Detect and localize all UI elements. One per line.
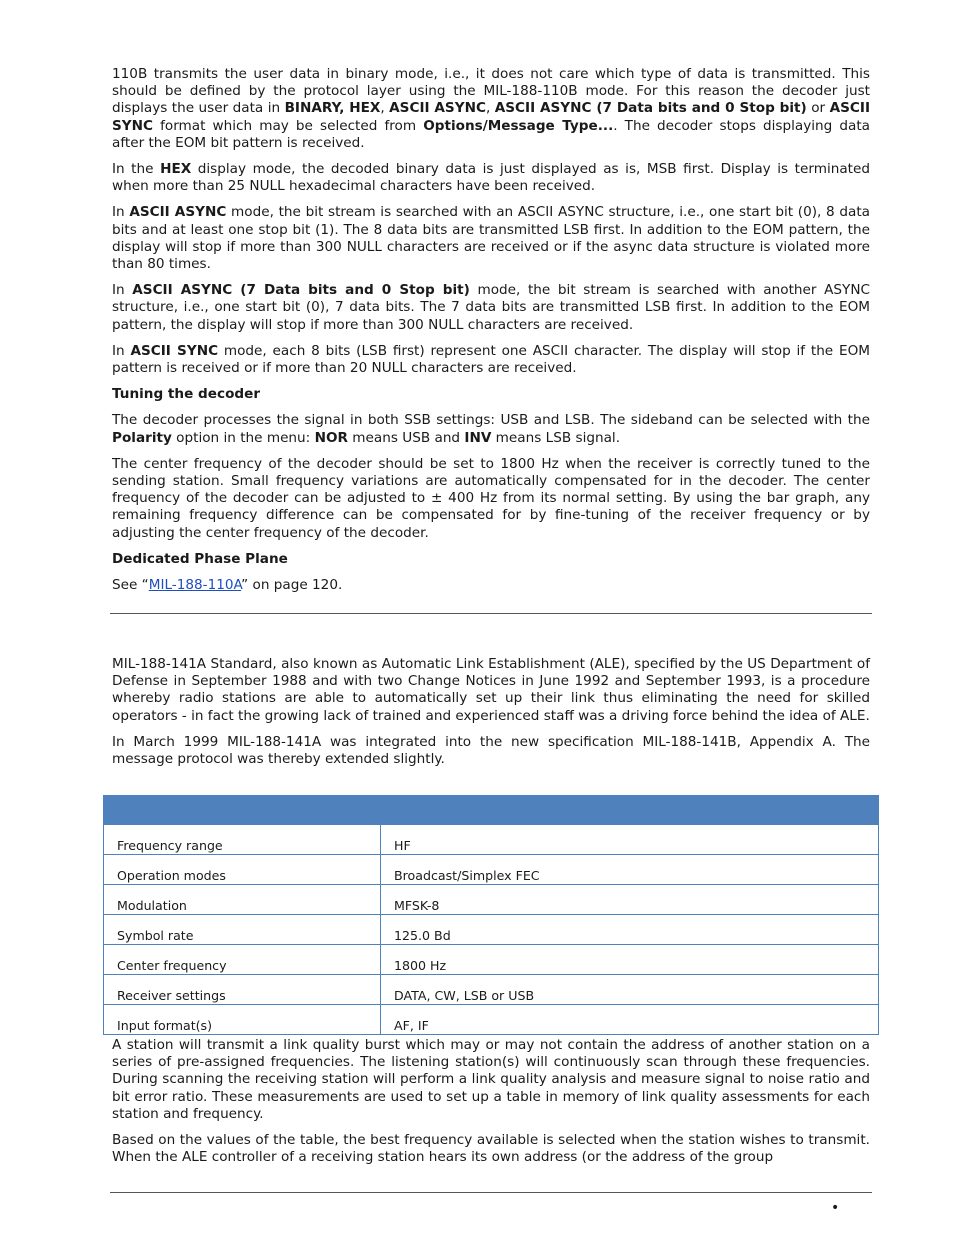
- paragraph-message-types: [112, 66, 870, 152]
- bold-run: Polarity: [112, 429, 172, 446]
- spec-label: Operation modes: [104, 855, 381, 885]
- text-run: ,: [380, 100, 390, 117]
- text-run: In the: [112, 161, 161, 178]
- paragraph-center-frequency: The center frequency of the decoder should be set to 1800 Hz when the receiver is correctly tuned to the sending station. Small frequency variations are automatically compensated for in the decoder. The center frequency of the decoder can be adjusted to ± 400 Hz from its normal setting. By using the bar graph, any remaining frequency difference can be compensated for by fine-tuning of the receiver frequency or by adjusting the center frequency of the decoder.: [112, 455, 870, 541]
- table-row: [104, 885, 879, 915]
- heading-tuning-the-decoder: Tuning the decoder: [112, 386, 261, 403]
- bold-run: BINARY, HEX: [284, 100, 381, 117]
- footer-bullet: •: [831, 1200, 840, 1216]
- table-header-cell: [104, 796, 879, 825]
- paragraph-polarity: [112, 412, 870, 446]
- link-mil-188-110a[interactable]: MIL-188-110A: [148, 577, 242, 594]
- text-run: format which may be selected from: [153, 117, 424, 134]
- paragraph-ale-intro: MIL-188-141A Standard, also known as Automatic Link Establishment (ALE), specified by the US Department of Defense in September 1988 and with two Change Notices in June 1992 and September 1993, is a procedure whereby radio stations are able to automatically set up their link thus eliminating the need for skilled operators - in fact the growing lack of trained and experienced staff was a driving force behind the idea of ALE.: [112, 656, 870, 724]
- text-run: ” on page 120.: [241, 577, 343, 594]
- spec-label: Input format(s): [104, 1005, 381, 1035]
- paragraph-see-reference: [112, 577, 870, 594]
- text-run: option in the menu:: [171, 429, 315, 446]
- paragraph-ascii-sync: [112, 343, 870, 377]
- spec-label: Center frequency: [104, 945, 381, 975]
- table-header-row: [104, 796, 879, 825]
- bold-run: ASCII ASYNC (7 Data bits and 0 Stop bit): [494, 100, 807, 117]
- text-run: means LSB signal.: [491, 429, 621, 446]
- after-table-content: [112, 1037, 870, 1175]
- text-run: or: [806, 100, 830, 117]
- paragraph-best-frequency: Based on the values of the table, the best frequency available is selected when the station wishes to transmit. When the ALE controller of a receiving station hears its own address (or the address of the group: [112, 1132, 870, 1166]
- section-divider: [110, 613, 872, 614]
- paragraph-link-quality: A station will transmit a link quality burst which may or may not contain the address of another station on a series of pre-assigned frequencies. The listening station(s) will continuously scan through these frequencies. During scanning the receiving station will perform a link quality analysis and measure signal to noise ratio and bit error ratio. These measurements are used to set up a table in memory of link quality assessments for each station and frequency.: [112, 1037, 870, 1122]
- table-row: [104, 945, 879, 975]
- bold-run: HEX: [160, 161, 192, 178]
- paragraph-ale-141b: In March 1999 MIL-188-141A was integrated into the new specification MIL-188-141B, Appendix A. The message protocol was thereby extended slightly.: [112, 733, 870, 768]
- bold-run: ASCII SYNC: [130, 342, 219, 359]
- bold-run: ASCII ASYNC (7 Data bits and 0 Stop bit): [132, 282, 470, 299]
- text-run: In: [112, 204, 130, 221]
- heading-dedicated-phase-plane: Dedicated Phase Plane: [112, 550, 288, 567]
- paragraph-ascii-async: [112, 204, 870, 273]
- bold-run: Options/Message Type...: [423, 117, 614, 134]
- text-run: means USB and: [347, 429, 465, 446]
- text-run: The decoder processes the signal in both SSB settings: USB and LSB. The sideband can be selected with the: [112, 412, 870, 429]
- text-run: mode, the bit stream is searched with an ASCII ASYNC structure, i.e., one start bit (0), 8 data bits and at least one stop bit (1). The 8 data bits are transmitted LSB first. In addition to the EOM pattern, the display will stop if more than 300 NULL characters are received or if the async data structure is violated more than 80 times.: [112, 204, 870, 273]
- bold-run: ASCII ASYNC: [129, 204, 227, 221]
- text-run: In: [112, 342, 131, 359]
- spec-value: 1800 Hz: [381, 945, 879, 975]
- table-row: [104, 825, 879, 855]
- text-run: 110B transmits the user data in binary mode, i.e., it does not care which type of data is transmitted. This should be defined by the protocol layer using the MIL-188-110B mode. For this reason the decoder just displays the user data in: [112, 66, 870, 117]
- spec-label: Symbol rate: [104, 915, 381, 945]
- paragraph-ascii-async-7bit: [112, 282, 870, 334]
- spec-value: HF: [381, 825, 879, 855]
- text-run: In: [112, 282, 133, 299]
- specification-table: [103, 795, 879, 1035]
- spec-value: AF, IF: [381, 1005, 879, 1035]
- text-run: display mode, the decoded binary data is just displayed as is, MSB first. Display is terminated when more than 25 NULL hexadecimal characters have been received.: [112, 161, 870, 195]
- section-mil-188-141a: [112, 656, 870, 777]
- text-run: ,: [485, 100, 495, 117]
- paragraph-hex-mode: [112, 161, 870, 195]
- footer-divider: [110, 1192, 872, 1193]
- table-row: [104, 975, 879, 1005]
- spec-label: Receiver settings: [104, 975, 381, 1005]
- bold-run: ASCII SYNC: [112, 100, 870, 134]
- table-row: [104, 855, 879, 885]
- bold-run: INV: [464, 429, 492, 446]
- text-run: . The decoder stops displaying data after the EOM bit pattern is received.: [112, 117, 871, 151]
- spec-label: Modulation: [104, 885, 381, 915]
- text-run: mode, each 8 bits (LSB first) represent one ASCII character. The display will stop if the EOM pattern is received or if more than 20 NULL characters are received.: [112, 342, 870, 377]
- spec-value: 125.0 Bd: [381, 915, 879, 945]
- bold-run: ASCII ASYNC: [389, 100, 486, 117]
- text-run: mode, the bit stream is searched with another ASYNC structure, i.e., one start bit (0), 7 data bits. The 7 data bits are transmitted LSB first. In addition to the EOM pattern, the display will stop if more than 300 NULL characters are received.: [112, 282, 870, 333]
- top-content: [112, 66, 870, 603]
- spec-value: Broadcast/Simplex FEC: [381, 855, 879, 885]
- spec-value: DATA, CW, LSB or USB: [381, 975, 879, 1005]
- text-run: See “: [112, 577, 149, 594]
- table-row: [104, 1005, 879, 1035]
- spec-value: MFSK-8: [381, 885, 879, 915]
- spec-label: Frequency range: [104, 825, 381, 855]
- bold-run: NOR: [314, 429, 348, 446]
- table-row: [104, 915, 879, 945]
